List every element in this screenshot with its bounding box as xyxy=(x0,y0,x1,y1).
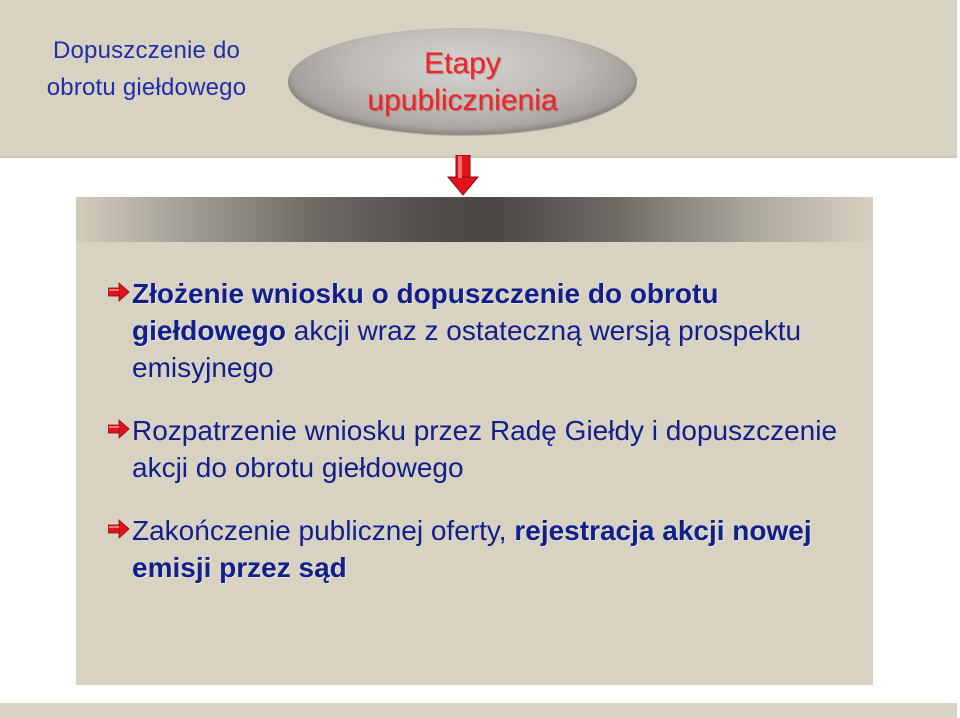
down-arrow-icon xyxy=(446,155,480,197)
bullet-item-2 xyxy=(108,412,853,486)
footer-band xyxy=(0,703,957,718)
header-band xyxy=(0,0,957,158)
bullet-3-plain-lead: Zakończenie publicznej oferty, xyxy=(132,515,515,546)
arrow-right-bullet-icon xyxy=(108,282,130,302)
bullet-item-1 xyxy=(108,275,853,386)
panel-header-bar xyxy=(76,197,873,242)
arrow-right-bullet-icon xyxy=(108,419,130,439)
bullet-list xyxy=(108,275,853,612)
section-title-line-1: Dopuszczenie do xyxy=(52,37,241,64)
bullet-item-3 xyxy=(108,512,853,586)
arrow-right-bullet-icon xyxy=(108,519,130,539)
bullet-1-rest: akcji wraz z ostateczną wersją prospektu emisyjnego xyxy=(132,315,802,383)
bullet-3-bold-tail: rejestracja akcji nowej emisji przez sąd xyxy=(132,515,812,583)
section-title-line-2: obrotu giełdowego xyxy=(46,74,247,101)
bullet-1-bold-lead: Złożenie wniosku o dopuszczenie do obrotu giełdowego xyxy=(132,278,719,346)
content-panel xyxy=(76,197,873,685)
section-title xyxy=(14,32,279,106)
bullet-2-text: Rozpatrzenie wniosku przez Radę Giełdy i dopuszczenie akcji do obrotu giełdowego xyxy=(132,415,838,483)
stage-title-ellipse xyxy=(288,28,637,135)
stage-title-line-1: Etapy xyxy=(424,46,501,80)
stage-title-line-2: upublicznienia xyxy=(367,83,558,117)
